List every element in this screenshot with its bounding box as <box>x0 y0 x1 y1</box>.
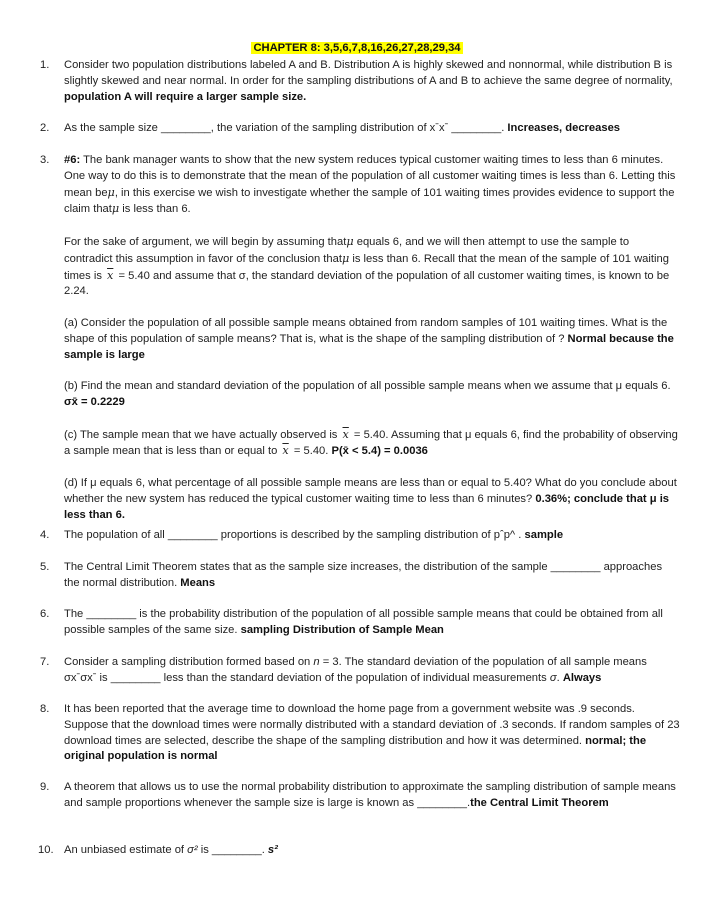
question-3-part-a <box>64 316 680 363</box>
mu-symbol: μ <box>341 251 350 265</box>
question-text: (a) Consider the population of all possible sample means obtained from random samples of 101 waiting times. What is the shape of this population of sample means? That is, what is the shape of the sampling distribution of ? <box>64 316 668 345</box>
question-text: Consider a sampling distribution formed based on <box>64 656 314 668</box>
question-3-part-d <box>64 476 680 523</box>
question-3-part-c <box>64 427 680 461</box>
question-text: , in this exercise we wish to investigate whether the sample of 101 waiting times provides evidence to support the claim that <box>64 186 675 216</box>
question-text: . <box>556 671 563 684</box>
sigma-squared-symbol: σ² <box>187 844 198 856</box>
x-bar-symbol: $\overline{x}$ <box>107 268 114 282</box>
question-10 <box>40 843 680 859</box>
question-number: 3. <box>40 154 50 166</box>
question-text: is ________. <box>197 844 268 856</box>
question-number: 1. <box>40 59 50 71</box>
mu-symbol: μ <box>346 234 354 248</box>
answer-text: normal; the original population is normal <box>64 734 647 763</box>
question-2 <box>40 121 680 137</box>
x-bar-symbol: $\overline{x}$ <box>342 427 349 441</box>
question-label: #6: <box>64 154 81 166</box>
answer-text: 0.36%; conclude that μ is less than 6. <box>64 492 670 521</box>
answer-text: P(x̄ < 5.4) = 0.0036 <box>331 445 428 458</box>
question-8 <box>40 702 680 765</box>
question-text: Consider two population distributions labeled A and B. Distribution A is highly skewed and nonnormal, while distribution B is slightly skewed and near normal. In order for the sampling distributions of A and B to achieve the same degree of normality, <box>64 59 673 87</box>
chapter-title-highlight: CHAPTER 8: 3,5,6,7,8,16,26,27,28,29,34 <box>253 42 461 54</box>
question-text: An unbiased estimate of <box>64 844 188 856</box>
question-text: The ________ is the probability distribution of the population of all possible sample means that could be obtained from all possible samples of the same size. <box>64 608 663 636</box>
answer-text: the Central Limit Theorem <box>470 796 609 809</box>
x-bar-symbol: $\overline{x}$ <box>282 444 289 458</box>
n-symbol: n <box>313 656 320 668</box>
question-text: (c) The sample mean that we have actually observed is <box>64 428 341 441</box>
question-number: 5. <box>40 561 50 573</box>
question-text: For the sake of argument, we will begin by assuming that <box>64 235 347 248</box>
question-1 <box>40 58 680 105</box>
answer-text: Always <box>562 671 602 684</box>
question-text: A theorem that allows us to use the normal probability distribution to approximate the sampling distribution of sample means and sample proportions whenever the sample size is large is known as ________. <box>64 781 676 809</box>
question-number: 7. <box>40 656 50 668</box>
answer-text: Increases, decreases <box>507 122 621 134</box>
question-3-context <box>64 234 680 300</box>
question-text: (d) If μ equals 6, what percentage of all possible sample means are less than or equal to 5.40? What do you conclude about whether the new system has reduced the typical customer waiting time to less than 6 minutes? <box>64 476 677 505</box>
question-text: The population of all ________ proportions is described by the sampling distribution of pˆp^ . <box>64 529 525 541</box>
question-9 <box>40 780 680 812</box>
mu-symbol: μ <box>111 202 120 216</box>
question-4 <box>40 528 680 544</box>
question-text: It has been reported that the average time to download the home page from a government website was .9 seconds. Suppose that the download times were normally distributed with a standard deviation of .3 seconds. If random samples of 23 download times are selected, describe the shape of the sampling distribution and how it was determined. <box>64 703 680 747</box>
chapter-title <box>0 41 714 57</box>
question-text: As the sample size ________, the variation of the sampling distribution of xˉxˉ ________. <box>64 122 508 134</box>
question-3-intro <box>64 153 680 218</box>
question-text: is less than 6. Recall that the mean of the sample of 101 waiting times is <box>64 252 669 282</box>
answer-text: sampling Distribution of Sample Mean <box>240 623 444 636</box>
question-text: equals 6, and we will then attempt to use the sample to contradict this assumption in favor of the conclusion that <box>64 235 630 265</box>
question-3 <box>40 153 680 523</box>
answer-text: Means <box>180 576 216 589</box>
question-text: The bank manager wants to show that the new system reduces typical customer waiting times to less than 6 minutes. One way to do this is to demonstrate that the mean of the population of all customer waiting times is less than 6. Letting this mean be <box>64 154 676 199</box>
question-3-part-b <box>64 379 680 411</box>
question-5 <box>40 560 680 592</box>
answer-text: sample <box>524 529 564 541</box>
question-7 <box>40 655 680 687</box>
question-number: 8. <box>40 703 50 715</box>
question-6 <box>40 607 680 639</box>
mu-symbol: μ <box>107 185 115 199</box>
question-text: = 5.40. <box>290 445 332 458</box>
question-text: = 5.40. Assuming that μ equals 6, find the probability of observing a sample mean that is less than or equal to <box>64 428 678 458</box>
question-text: (b) Find the mean and standard deviation of the population of all possible sample means when we assume that μ equals 6. <box>64 380 671 393</box>
question-number: 9. <box>40 781 50 793</box>
sigma-symbol: σ <box>549 671 557 684</box>
question-text: = 5.40 and assume that σ, the standard deviation of the population of all customer waiting times, is known to be 2.24. <box>64 269 670 298</box>
answer-text: population A will require a larger sample size. <box>64 90 307 103</box>
question-text: The Central Limit Theorem states that as the sample size increases, the distribution of the sample ________ approaches the normal distribution. <box>64 561 663 589</box>
question-number: 2. <box>40 122 50 134</box>
question-text: is less than 6. <box>119 203 191 216</box>
question-number: 10. <box>38 844 54 856</box>
question-number: 4. <box>40 529 50 541</box>
answer-text: s² <box>267 844 278 856</box>
question-text: = 3. The standard deviation of the population of all sample means σxˉσxˉ is ________ less than the standard deviation of the population of individual measurements <box>64 656 647 684</box>
answer-text: Normal because the sample is large <box>64 332 674 361</box>
question-number: 6. <box>40 608 50 620</box>
answer-text: σx̄ = 0.2229 <box>64 395 125 408</box>
